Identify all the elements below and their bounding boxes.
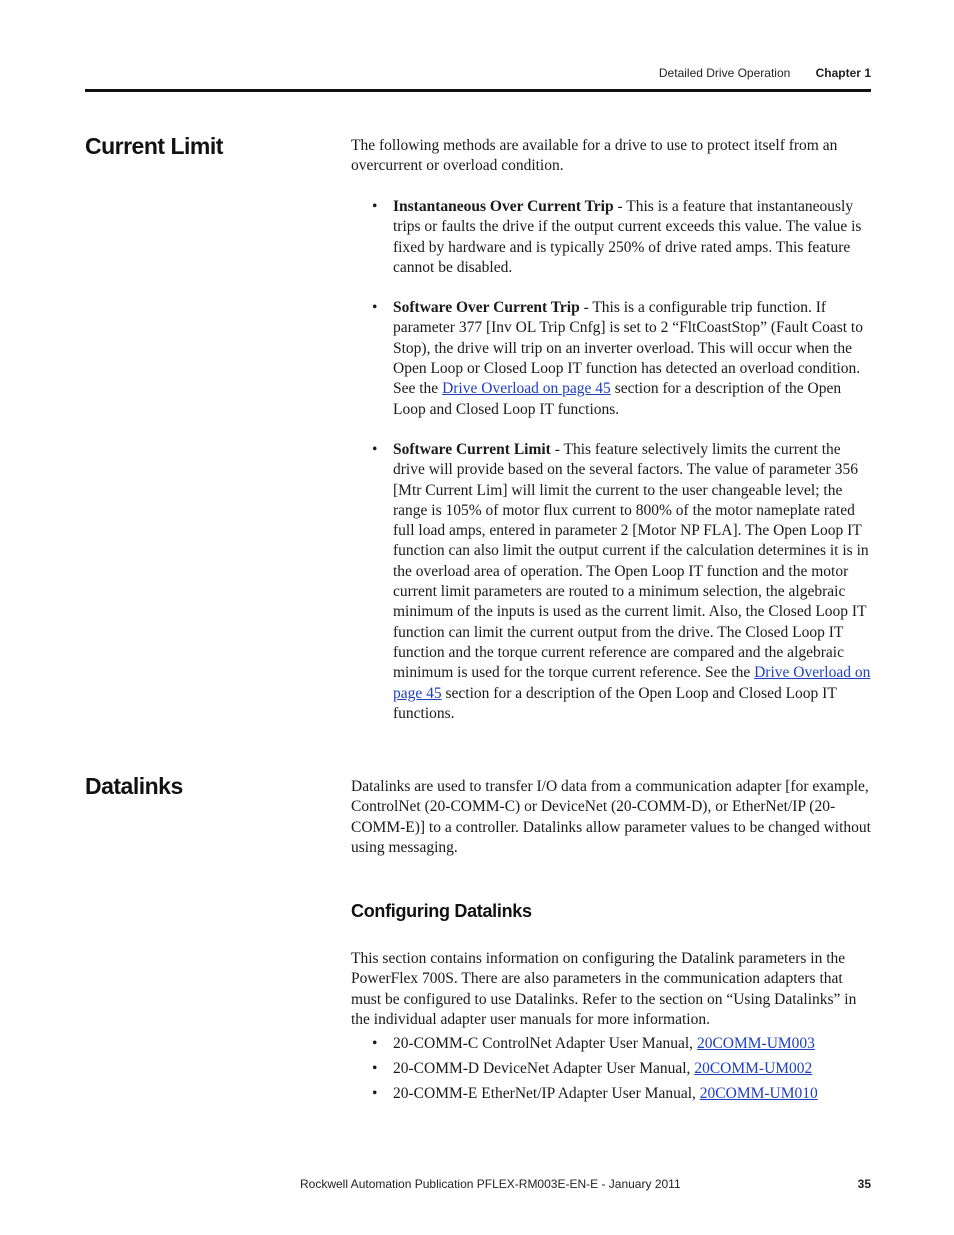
bullet-text: - This is a configurable trip function. If parameter 377 [Inv OL Trip Cnfg] is set to 2 “FltCoastStop” (Fault Coast to Stop), the drive will trip on an inverter overload. This will occur when the Open Loop or Closed Loop IT function has detected an overload condition. See the xyxy=(393,299,863,398)
bullet-term: Instantaneous Over Current Trip xyxy=(393,198,614,215)
list-item xyxy=(351,1034,871,1054)
current-limit-intro: The following methods are available for a drive to use to protect itself from an overcurrent or overload condition. xyxy=(351,137,838,175)
datalinks-heading: Datalinks xyxy=(85,773,183,799)
manual-link-um010[interactable]: 20COMM-UM010 xyxy=(699,1084,818,1102)
adapter-manual-list xyxy=(351,1034,871,1109)
header-chapter: Chapter 1 xyxy=(815,66,871,80)
manual-label: 20-COMM-D DeviceNet Adapter User Manual, xyxy=(393,1059,695,1077)
bullet-text: section for a description of the Open Loop and Closed Loop IT functions. xyxy=(393,684,837,722)
manual-link-um003[interactable]: 20COMM-UM003 xyxy=(696,1035,815,1052)
drive-overload-link[interactable]: Drive Overload on page 45 xyxy=(393,664,871,702)
current-limit-bullets xyxy=(351,197,871,744)
current-limit-heading: Current Limit xyxy=(85,133,223,159)
page-number: 35 xyxy=(857,1177,871,1191)
configuring-datalinks-heading: Configuring Datalinks xyxy=(351,901,532,921)
bullet-term: Software Over Current Trip xyxy=(393,299,580,317)
bullet-text: - This is a feature that instantaneously trips or faults the drive if the output current exceeds this value. The value is fixed by hardware and is typically 250% of drive rated amps. This feature cannot be disabled. xyxy=(393,198,862,276)
list-item xyxy=(351,440,871,724)
header-section-title: Detailed Drive Operation xyxy=(658,66,791,80)
list-item xyxy=(351,197,871,278)
configuring-datalinks-text: This section contains information on configuring the Datalink parameters in the PowerFlex 700S. There are also parameters in the communication adapters that must be configured to use Datalinks. Refer to the section on “Using Datalinks” in the individual adapter user manuals for more information. xyxy=(351,950,857,1028)
running-header xyxy=(659,66,871,80)
list-item xyxy=(351,1084,871,1104)
manual-link-um002[interactable]: 20COMM-UM002 xyxy=(694,1059,813,1077)
list-item xyxy=(351,298,871,420)
datalinks-intro: Datalinks are used to transfer I/O data from a communication adapter [for example, ControlNet (20-COMM-C) or DeviceNet (20-COMM-D), or EtherNet/IP (20-COMM-E)] to a controller. Datalinks allow parameter values to be changed without using messaging. xyxy=(351,778,871,856)
manual-label: 20-COMM-C ControlNet Adapter User Manual, xyxy=(393,1035,697,1052)
bullet-text: section for a description of the Open Loop and Closed Loop IT functions. xyxy=(393,380,842,418)
manual-label: 20-COMM-E EtherNet/IP Adapter User Manual, xyxy=(393,1084,700,1102)
list-item xyxy=(351,1059,871,1079)
drive-overload-link[interactable]: Drive Overload on page 45 xyxy=(442,380,611,398)
bullet-term: Software Current Limit xyxy=(393,440,551,458)
bullet-text: - This feature selectively limits the current the drive will provide based on the several factors. The value of parameter 356 [Mtr Current Lim] will limit the current to the user changeable level; the range is 105% of motor flux current to 800% of the motor nameplate rated full load amps, entered in parameter 2 [Motor NP FLA]. The Open Loop IT function can also limit the output current if the calculation determines it is in the overload area of operation. The Open Loop IT function and the motor current limit parameters are routed to a minimum selection, the algebraic minimum of the inputs is used as the current limit. Also, the Closed Loop IT function can limit the current output from the drive. The Closed Loop IT function and the torque current reference are compared and the algebraic minimum is used for the torque current reference. See the xyxy=(393,440,869,682)
publication-info: Rockwell Automation Publication PFLEX-RM003E-EN-E - January 2011 xyxy=(300,1177,681,1191)
header-rule xyxy=(85,89,871,92)
